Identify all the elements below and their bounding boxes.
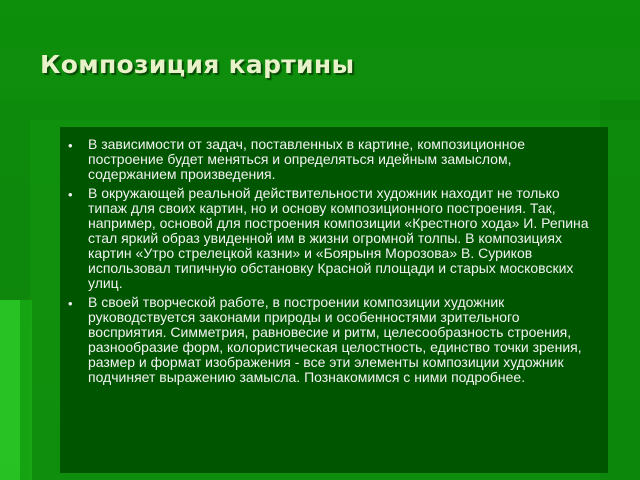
bullet-icon: • — [68, 187, 73, 202]
bullet-text: В своей творческой работе, в построении композиции художник руководствуется законами природы и особенностями зрительного восприятия. Симметрия, равновесие и ритм, целесообразность строения, разнообразие форм, колористическая целостность, единство точки зрения, размер и формат изображения - все эти элементы композиции художник подчиняет выражению замысла. Познакомимся с ними подробнее. — [88, 294, 582, 385]
list-item — [68, 294, 596, 385]
slide-title: Композиция картины — [40, 50, 355, 79]
bullet-icon: • — [68, 296, 73, 311]
bullet-text: В зависимости от задач, поставленных в картине, композиционное построение будет меняться и определяться идейным замыслом, содержанием произведения. — [88, 136, 526, 182]
bullet-list — [60, 127, 608, 385]
bullet-text: В окружающей реальной действительности художник находит не только типаж для своих картин, но и основу композиционного построения. Так, например, основой для построения композиции «Крестного хода» И. Репина стал яркий образ увиденной им в жизни огромной толпы. В композициях картин «Утро стрелецкой казни» и «Боярыня Морозова» В. Суриков использовал типичную обстановку Красной площади и старых московских улиц. — [88, 185, 589, 291]
list-item — [68, 185, 596, 291]
content-panel — [60, 127, 608, 473]
list-item — [68, 136, 596, 182]
bullet-icon: • — [68, 138, 73, 153]
